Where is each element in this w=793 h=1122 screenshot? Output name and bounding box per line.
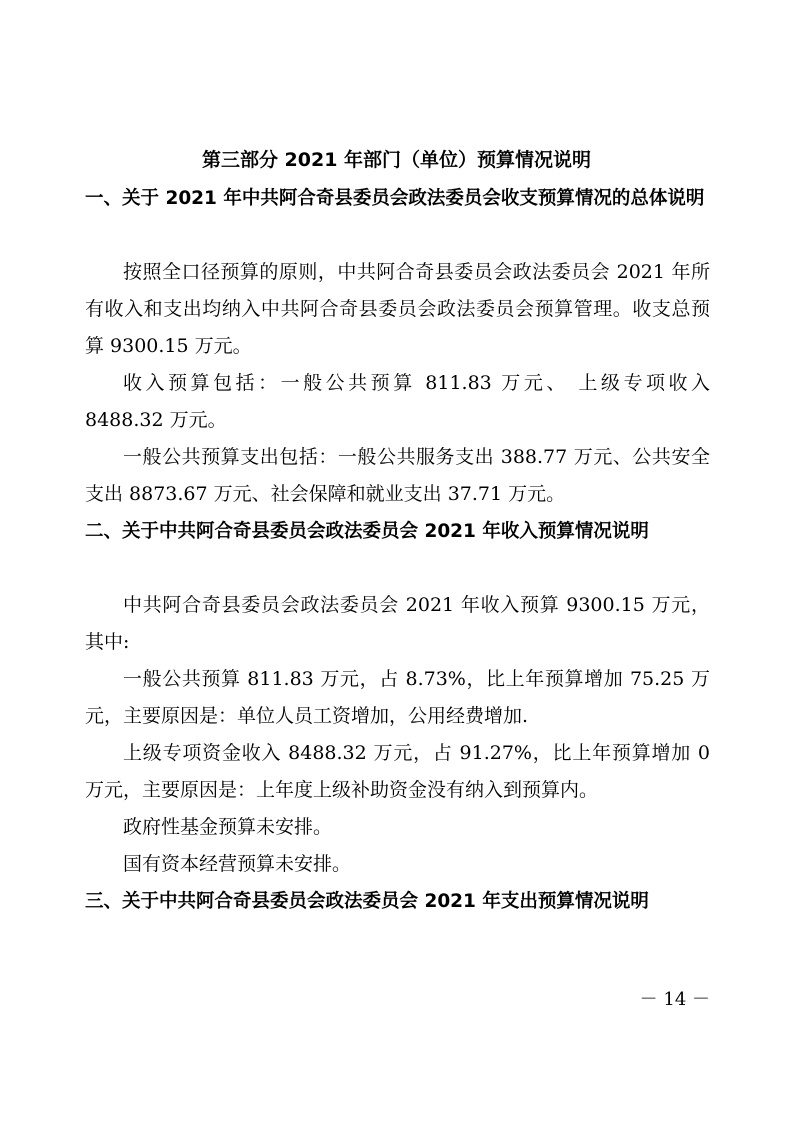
paragraph-2-4: 政府性基金预算未安排。 xyxy=(123,816,333,838)
paragraph-1-3: 一般公共预算支出包括：一般公共服务支出 388.77 万元、公共安全支出 8873.67 万元、社会保障和就业支出 37.71 万元。 xyxy=(85,446,710,505)
paragraph-2-2: 一般公共预算 811.83 万元，占 8.73%，比上年预算增加 75.25 万元，主要原因是：单位人员工资增加，公用经费增加. xyxy=(85,668,710,727)
paragraph-1-2: 收入预算包括：一般公共预算 811.83 万元、 上级专项收入 8488.32 万元。 xyxy=(85,372,710,431)
paragraph-2-1: 中共阿合奇县委员会政法委员会 2021 年收入预算 9300.15 万元，其中: xyxy=(85,594,710,653)
section-heading-1: 一、关于 2021 年中共阿合奇县委员会政法委员会收支预算情况的总体说明 xyxy=(85,188,705,209)
section-heading-2: 二、关于中共阿合奇县委员会政法委员会 2021 年收入预算情况说明 xyxy=(85,521,649,542)
page-title: 第三部分 2021 年部门（单位）预算情况说明 xyxy=(201,149,592,171)
section-heading-3: 三、关于中共阿合奇县委员会政法委员会 2021 年支出预算情况说明 xyxy=(85,891,649,912)
paragraph-2-3: 上级专项资金收入 8488.32 万元，占 91.27%，比上年预算增加 0 万元，主要原因是：上年度上级补助资金没有纳入到预算内。 xyxy=(85,742,710,801)
paragraph-2-5: 国有资本经营预算未安排。 xyxy=(123,853,352,875)
page-number: － 14 － xyxy=(639,989,710,1010)
paragraph-1-1: 按照全口径预算的原则，中共阿合奇县委员会政法委员会 2021 年所有收入和支出均纳入中共阿合奇县委员会政法委员会预算管理。收支总预算 9300.15 万元。 xyxy=(85,261,710,357)
